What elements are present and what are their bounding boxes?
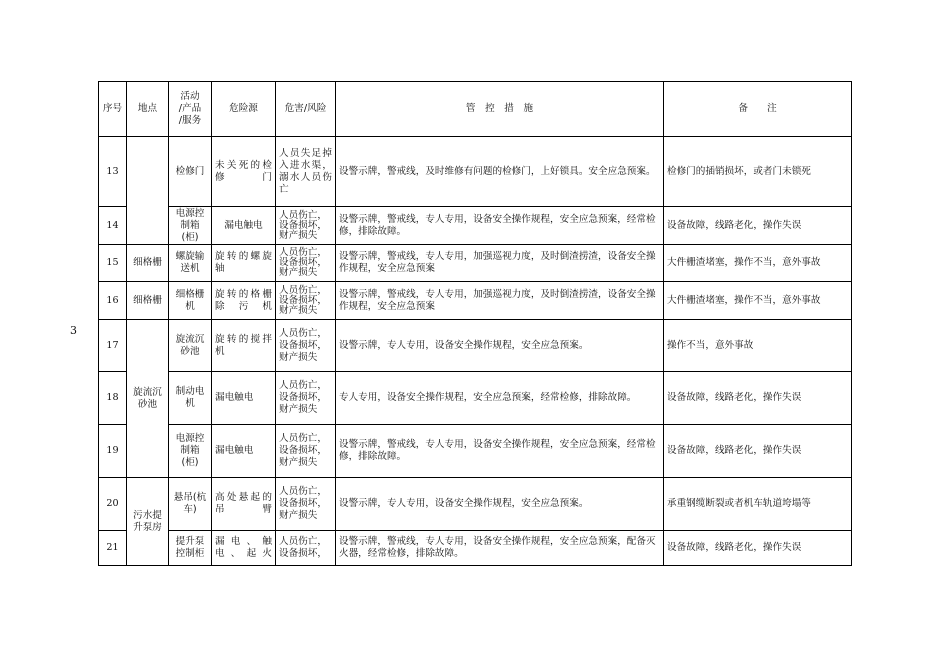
header-location: 地点	[127, 82, 169, 137]
cell-hazard: 旋转的搅拌机	[212, 320, 276, 372]
cell-risk: 人员伤亡，设备损坏，	[276, 531, 336, 566]
cell-activity: 检修门	[169, 137, 212, 207]
cell-remark: 设备故障，线路老化，操作失误	[664, 531, 852, 566]
cell-location: 污水提升泵房	[127, 478, 169, 566]
header-hazard-risk: 危害/风险	[276, 82, 336, 137]
cell-risk: 人员伤亡，设备损坏，财产损失	[276, 282, 336, 320]
cell-seq: 18	[99, 372, 127, 425]
cell-seq: 14	[99, 207, 127, 245]
header-activity-line: /服务	[178, 115, 202, 126]
cell-control: 设警示牌，警戒线，专人专用，设备安全操作规程，安全应急预案，经常检修，排除故障。	[336, 425, 664, 478]
cell-control: 设警示牌，警戒线，专人专用，设备安全操作规程，安全应急预案，经常检修，排除故障。	[336, 207, 664, 245]
cell-control: 设警示牌，警戒线，专人专用，加强巡视力度，及时倒渣捞渣，设备安全操作规程，安全应急预案	[336, 245, 664, 282]
table-row	[99, 207, 852, 245]
cell-control: 设警示牌，警戒线，专人专用，加强巡视力度，及时倒渣捞渣，设备安全操作规程，安全应急预案	[336, 282, 664, 320]
cell-activity: 旋流沉砂池	[169, 320, 212, 372]
cell-hazard: 高处悬起的吊臂	[212, 478, 276, 531]
table-row	[99, 320, 852, 372]
cell-risk: 人员伤亡，设备损坏，财产损失	[276, 207, 336, 245]
cell-seq: 16	[99, 282, 127, 320]
cell-risk: 人员伤亡，设备损坏，财产损失	[276, 245, 336, 282]
header-activity	[169, 82, 212, 137]
cell-hazard: 漏电触电	[212, 425, 276, 478]
table-row	[99, 425, 852, 478]
cell-remark: 大件栅渣堵塞，操作不当，意外事故	[664, 282, 852, 320]
cell-activity: 螺旋输送机	[169, 245, 212, 282]
cell-hazard: 旋转的格栅除污机	[212, 282, 276, 320]
risk-control-table	[98, 81, 852, 566]
cell-hazard: 未关死的检修门	[212, 137, 276, 207]
cell-risk: 人员伤亡，设备损坏，财产损失	[276, 320, 336, 372]
cell-seq: 17	[99, 320, 127, 372]
cell-hazard: 旋转的螺旋轴	[212, 245, 276, 282]
cell-activity: 细格栅机	[169, 282, 212, 320]
cell-hazard: 漏电触电	[212, 207, 276, 245]
cell-activity: 电源控制箱(柜)	[169, 425, 212, 478]
cell-remark: 检修门的插销损坏，或者门未锁死	[664, 137, 852, 207]
cell-risk: 人员失足掉入进水渠，溺水人员伤亡	[276, 137, 336, 207]
cell-control: 设警示牌，专人专用，设备安全操作规程，安全应急预案。	[336, 478, 664, 531]
cell-seq: 15	[99, 245, 127, 282]
cell-activity: 制动电机	[169, 372, 212, 425]
table-row	[99, 137, 852, 207]
cell-activity: 提升泵控制柜	[169, 531, 212, 566]
cell-remark: 设备故障，线路老化，操作失误	[664, 372, 852, 425]
table-row	[99, 531, 852, 566]
header-activity-line: /产品	[178, 103, 202, 114]
cell-remark: 操作不当，意外事故	[664, 320, 852, 372]
cell-control: 设警示牌，警戒线，专人专用，设备安全操作规程，安全应急预案，配备灭火器，经常检修，排除故障。	[336, 531, 664, 566]
header-hazard-source: 危险源	[212, 82, 276, 137]
header-control: 管 控 措 施	[336, 82, 664, 137]
table-row	[99, 372, 852, 425]
cell-remark: 大件栅渣堵塞，操作不当，意外事故	[664, 245, 852, 282]
cell-location: 细格栅	[127, 245, 169, 282]
cell-remark: 设备故障，线路老化，操作失误	[664, 207, 852, 245]
cell-risk: 人员伤亡，设备损坏，财产损失	[276, 372, 336, 425]
cell-remark: 设备故障，线路老化，操作失误	[664, 425, 852, 478]
cell-activity: 悬吊(杭车)	[169, 478, 212, 531]
header-activity-line: 活动	[180, 91, 200, 102]
cell-activity: 电源控制箱(柜)	[169, 207, 212, 245]
table-row	[99, 245, 852, 282]
header-remark: 备 注	[664, 82, 852, 137]
cell-risk: 人员伤亡，设备损坏，财产损失	[276, 425, 336, 478]
page-number: 3	[70, 324, 77, 337]
cell-seq: 13	[99, 137, 127, 207]
cell-remark: 承重钢缆断裂或者机车轨道垮塌等	[664, 478, 852, 531]
header-row	[99, 82, 852, 137]
header-seq: 序号	[99, 82, 127, 137]
cell-location: 旋流沉砂池	[127, 320, 169, 478]
cell-location	[127, 137, 169, 245]
table-row	[99, 282, 852, 320]
table-row	[99, 478, 852, 531]
cell-seq: 19	[99, 425, 127, 478]
cell-seq: 20	[99, 478, 127, 531]
cell-location: 细格栅	[127, 282, 169, 320]
cell-control: 专人专用，设备安全操作规程，安全应急预案，经常检修，排除故障。	[336, 372, 664, 425]
cell-hazard: 漏电、触电、起火	[212, 531, 276, 566]
cell-risk: 人员伤亡，设备损坏，财产损失	[276, 478, 336, 531]
cell-control: 设警示牌，专人专用，设备安全操作规程，安全应急预案。	[336, 320, 664, 372]
cell-seq: 21	[99, 531, 127, 566]
cell-control: 设警示牌，警戒线，及时维修有问题的检修门，上好锁具。安全应急预案。	[336, 137, 664, 207]
cell-hazard: 漏电触电	[212, 372, 276, 425]
